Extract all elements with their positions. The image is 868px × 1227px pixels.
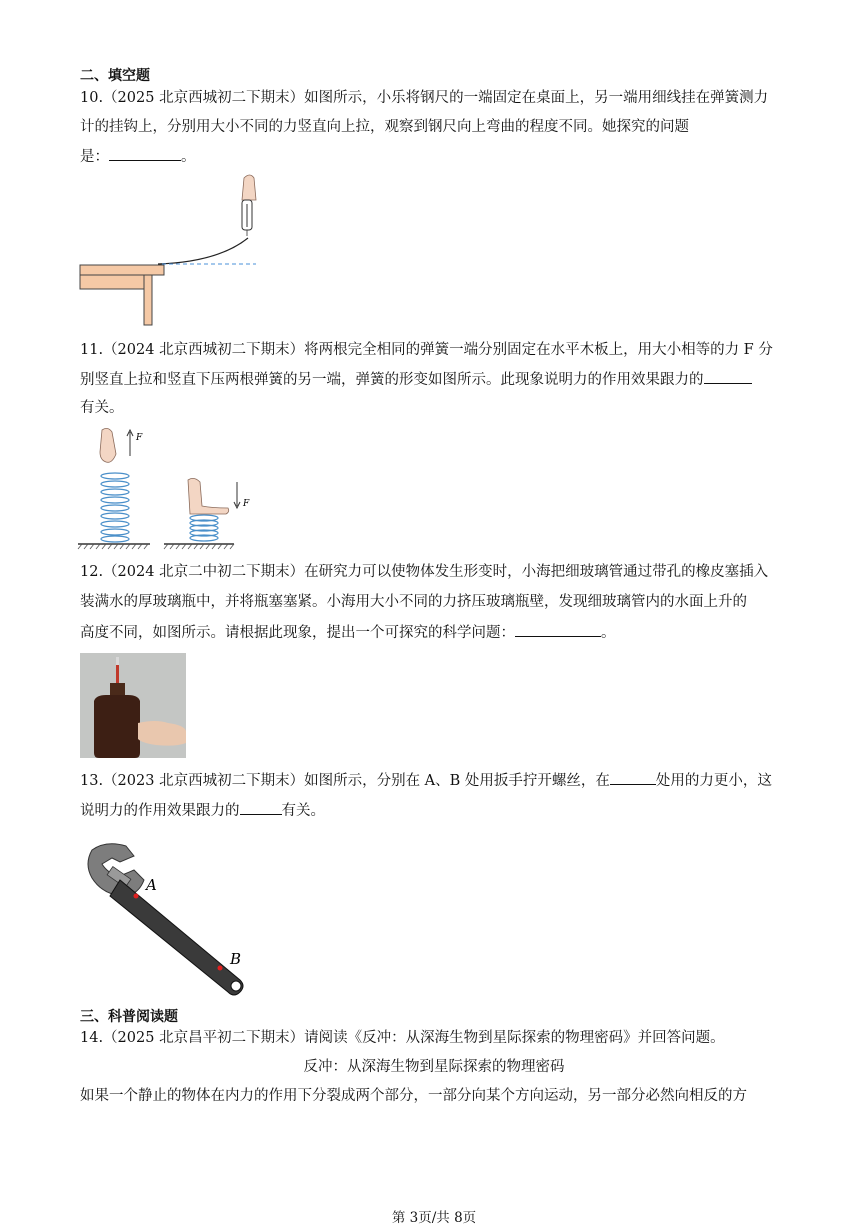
q12-suffix: 。	[601, 625, 616, 641]
table-top	[80, 265, 164, 275]
q10-answer-blank[interactable]	[109, 146, 181, 161]
table-leg	[144, 275, 152, 325]
force-label-up: F	[136, 433, 143, 443]
q10-line-3	[80, 146, 196, 167]
hand-icon	[242, 175, 256, 200]
q12-line-2: 装满水的厚玻璃瓶中，并将瓶塞塞紧。小海用大小不同的力挤压玻璃瓶壁，发现细玻璃管内的水面上升的	[80, 594, 747, 610]
bent-ruler	[158, 238, 248, 264]
q11-line-3: 有关。	[80, 400, 124, 416]
hand-icon	[100, 428, 116, 462]
q11-prefix: 别竖直上拉和竖直下压两根弹簧的另一端，弹簧的形变如图所示。此现象说明力的作用效果跟力的	[80, 372, 704, 388]
article-title: 反冲：从深海生物到星际探索的物理密码	[303, 1059, 565, 1075]
q13-line-1	[80, 770, 772, 791]
section-title-fill-in: 二、填空题	[80, 68, 150, 84]
label-b: B	[230, 950, 242, 968]
q11-line-1: 11.（2024 北京西城初二下期末）将两根完全相同的弹簧一端分别固定在水平木板上，用大小相等的力 F 分	[80, 342, 773, 358]
q12-answer-blank[interactable]	[515, 622, 601, 637]
article-paragraph-1: 如果一个静止的物体在内力的作用下分裂成两个部分，一部分向某个方向运动，另一部分必然向相反的方	[80, 1088, 747, 1104]
q11-answer-blank[interactable]	[704, 369, 752, 384]
q12-prefix: 高度不同，如图所示。请根据此现象，提出一个可探究的科学问题：	[80, 625, 515, 641]
stretched-spring	[101, 473, 129, 542]
hand-icon	[188, 478, 229, 514]
q10-line-1: 10.（2025 北京西城初二下期末）如图所示，小乐将钢尺的一端固定在桌面上，另一端用细线挂在弹簧测力	[80, 90, 769, 106]
table-side	[80, 275, 152, 289]
force-label-down: F	[243, 499, 250, 509]
q13-answer-blank-2[interactable]	[240, 800, 282, 815]
point-a-marker	[134, 894, 139, 899]
section-title-reading: 三、科普阅读题	[80, 1009, 178, 1025]
q11-line-2	[80, 369, 752, 390]
q13-text-a: 13.（2023 北京西城初二下期末）如图所示，分别在 A、B 处用扳手拧开螺丝，在	[80, 773, 610, 789]
q10-line-2: 计的挂钩上，分别用大小不同的力竖直向上拉，观察到钢尺向上弯曲的程度不同。她探究的问题	[80, 119, 689, 135]
page-number: 第 3页/共 8页	[391, 1210, 477, 1226]
q13-answer-blank-1[interactable]	[610, 770, 656, 785]
bottle-photo	[80, 653, 186, 758]
q10-suffix: 。	[181, 149, 196, 165]
q13-text-c: 说明力的作用效果跟力的	[80, 803, 240, 819]
q12-line-3	[80, 622, 616, 643]
q13-text-b: 处用的力更小，这	[655, 773, 772, 789]
q11-figure	[78, 426, 278, 551]
q10-prefix: 是：	[80, 149, 109, 165]
q14-line-1: 14.（2025 北京昌平初二下期末）请阅读《反冲：从深海生物到星际探索的物理密码》并回答问题。	[80, 1030, 725, 1046]
compressed-spring	[190, 515, 218, 541]
label-a: A	[146, 876, 157, 894]
q10-figure	[78, 172, 278, 332]
q13-line-2	[80, 800, 325, 821]
q12-line-1: 12.（2024 北京二中初二下期末）在研究力可以使物体发生形变时，小海把细玻璃管通过带孔的橡皮塞插入	[80, 564, 769, 580]
q13-wrench-figure	[80, 840, 260, 1000]
wrench-handle	[110, 880, 243, 995]
q13-text-d: 有关。	[281, 803, 325, 819]
point-b-marker	[218, 966, 223, 971]
